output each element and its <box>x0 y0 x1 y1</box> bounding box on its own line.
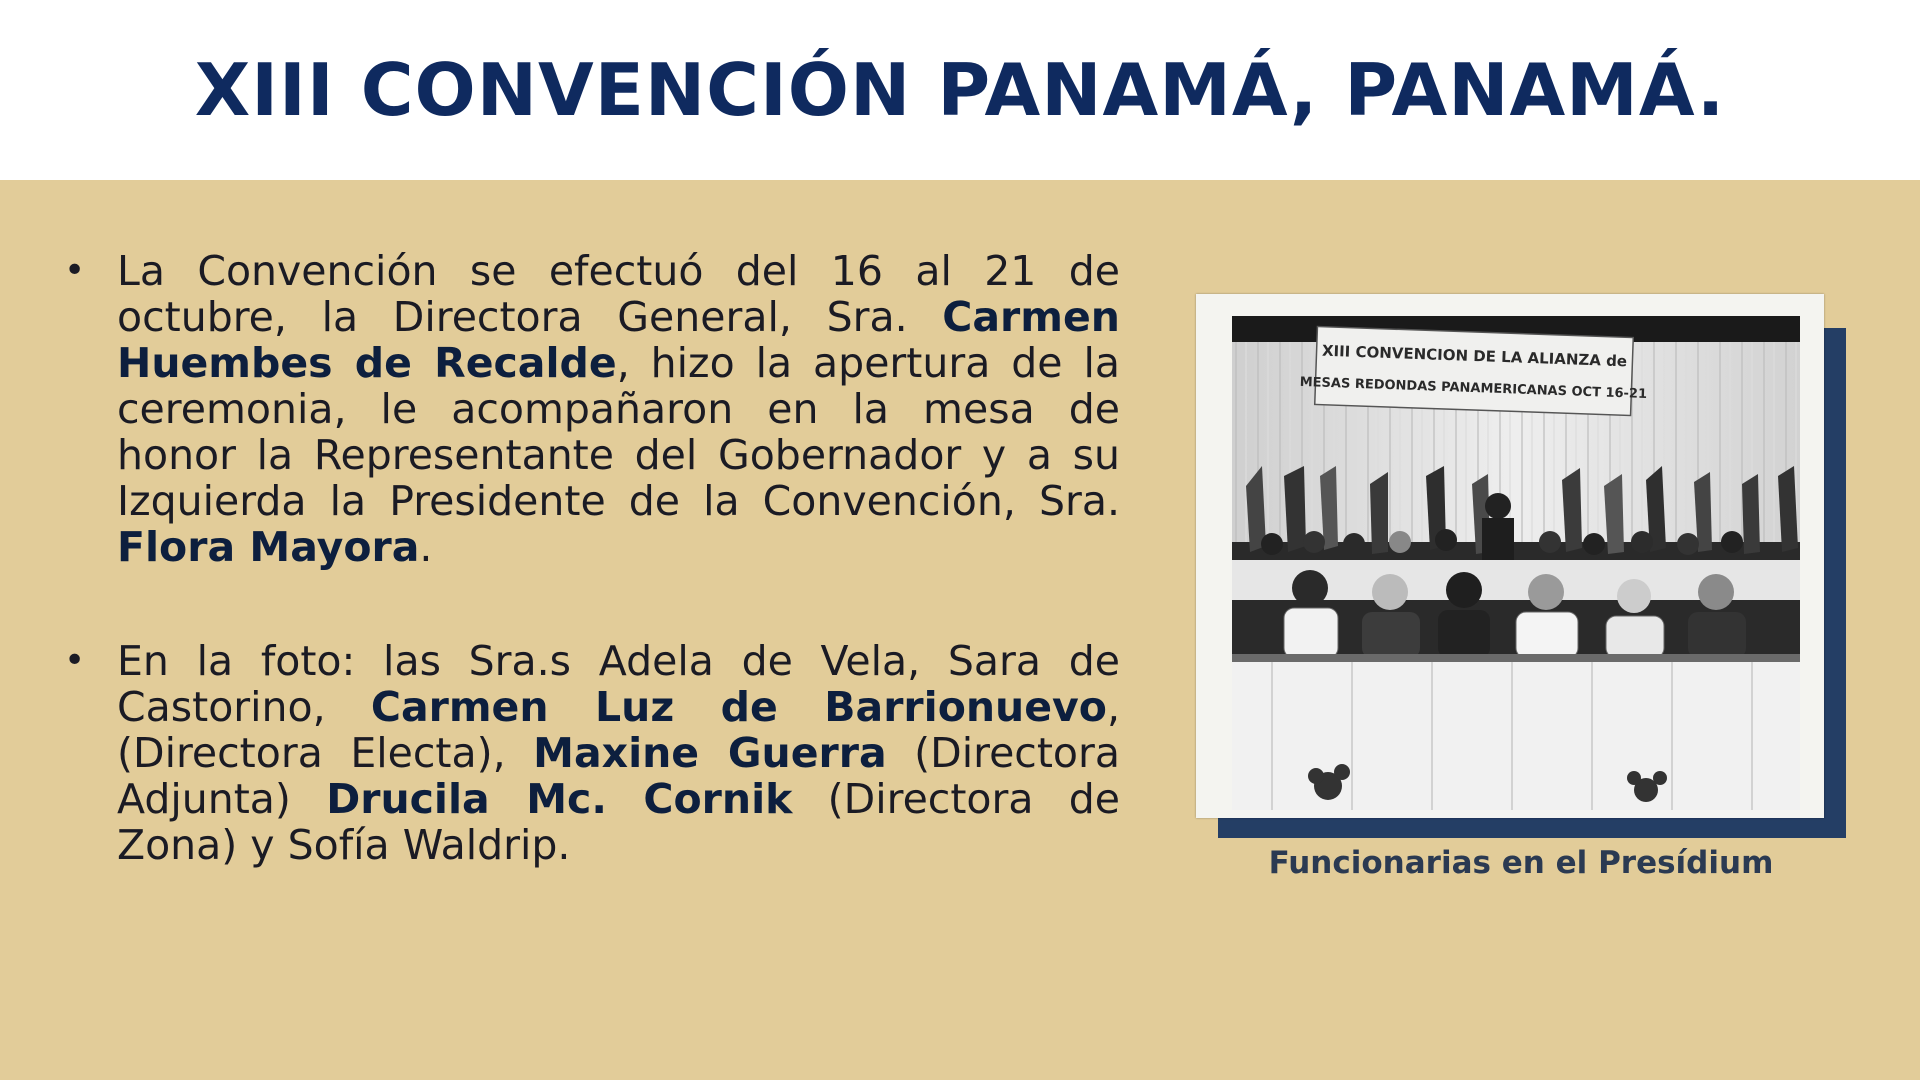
content-area <box>0 180 1920 1080</box>
slide-title: XIII CONVENCIÓN PANAMÁ, PANAMÁ. <box>194 48 1726 132</box>
text-segment: . <box>419 523 433 571</box>
bullet-text <box>117 247 1120 571</box>
text-segment: (Directora de Zona) y Sofía Waldrip. <box>117 775 1120 869</box>
text-segment: La Convención se efectuó del 16 al 21 de octubre, la Directora General, Sra. <box>117 247 1120 341</box>
bullet-item <box>60 638 1120 868</box>
historical-photo <box>1232 316 1800 810</box>
text-segment: En la foto: las Sra.s Adela de Vela, Sara de Castorino, <box>117 637 1120 731</box>
bullet-text <box>117 637 1120 869</box>
bullet-dot-icon: • <box>64 250 86 291</box>
bullet-list <box>60 248 1120 936</box>
bold-name: Carmen Luz de Barrionuevo <box>370 683 1107 731</box>
bold-name: Maxine Guerra <box>533 729 887 777</box>
bold-name: Flora Mayora <box>117 523 420 571</box>
text-segment: (Directora Adjunta) <box>117 729 1120 823</box>
title-bar <box>0 0 1920 180</box>
banner-line-1: XIII CONVENCION DE LA ALIANZA de <box>1321 341 1628 371</box>
bullet-dot-icon: • <box>64 640 86 681</box>
text-segment: , hizo la apertura de la ceremonia, le acompañaron en la mesa de honor la Representante del Gobernador y a su Izquierda la Presidente de la Convención, Sra. <box>117 339 1120 525</box>
bold-name: Carmen Huembes de Recalde <box>117 293 1120 387</box>
photo-caption: Funcionarias en el Presídium <box>1268 845 1774 881</box>
text-segment: , (Directora Electa), <box>117 683 1120 777</box>
bold-name: Drucila Mc. Cornik <box>326 775 793 823</box>
banner-line-2: MESAS REDONDAS PANAMERICANAS OCT 16-21 <box>1299 374 1648 403</box>
bullet-item <box>60 248 1120 570</box>
photo-frame <box>1196 294 1824 818</box>
